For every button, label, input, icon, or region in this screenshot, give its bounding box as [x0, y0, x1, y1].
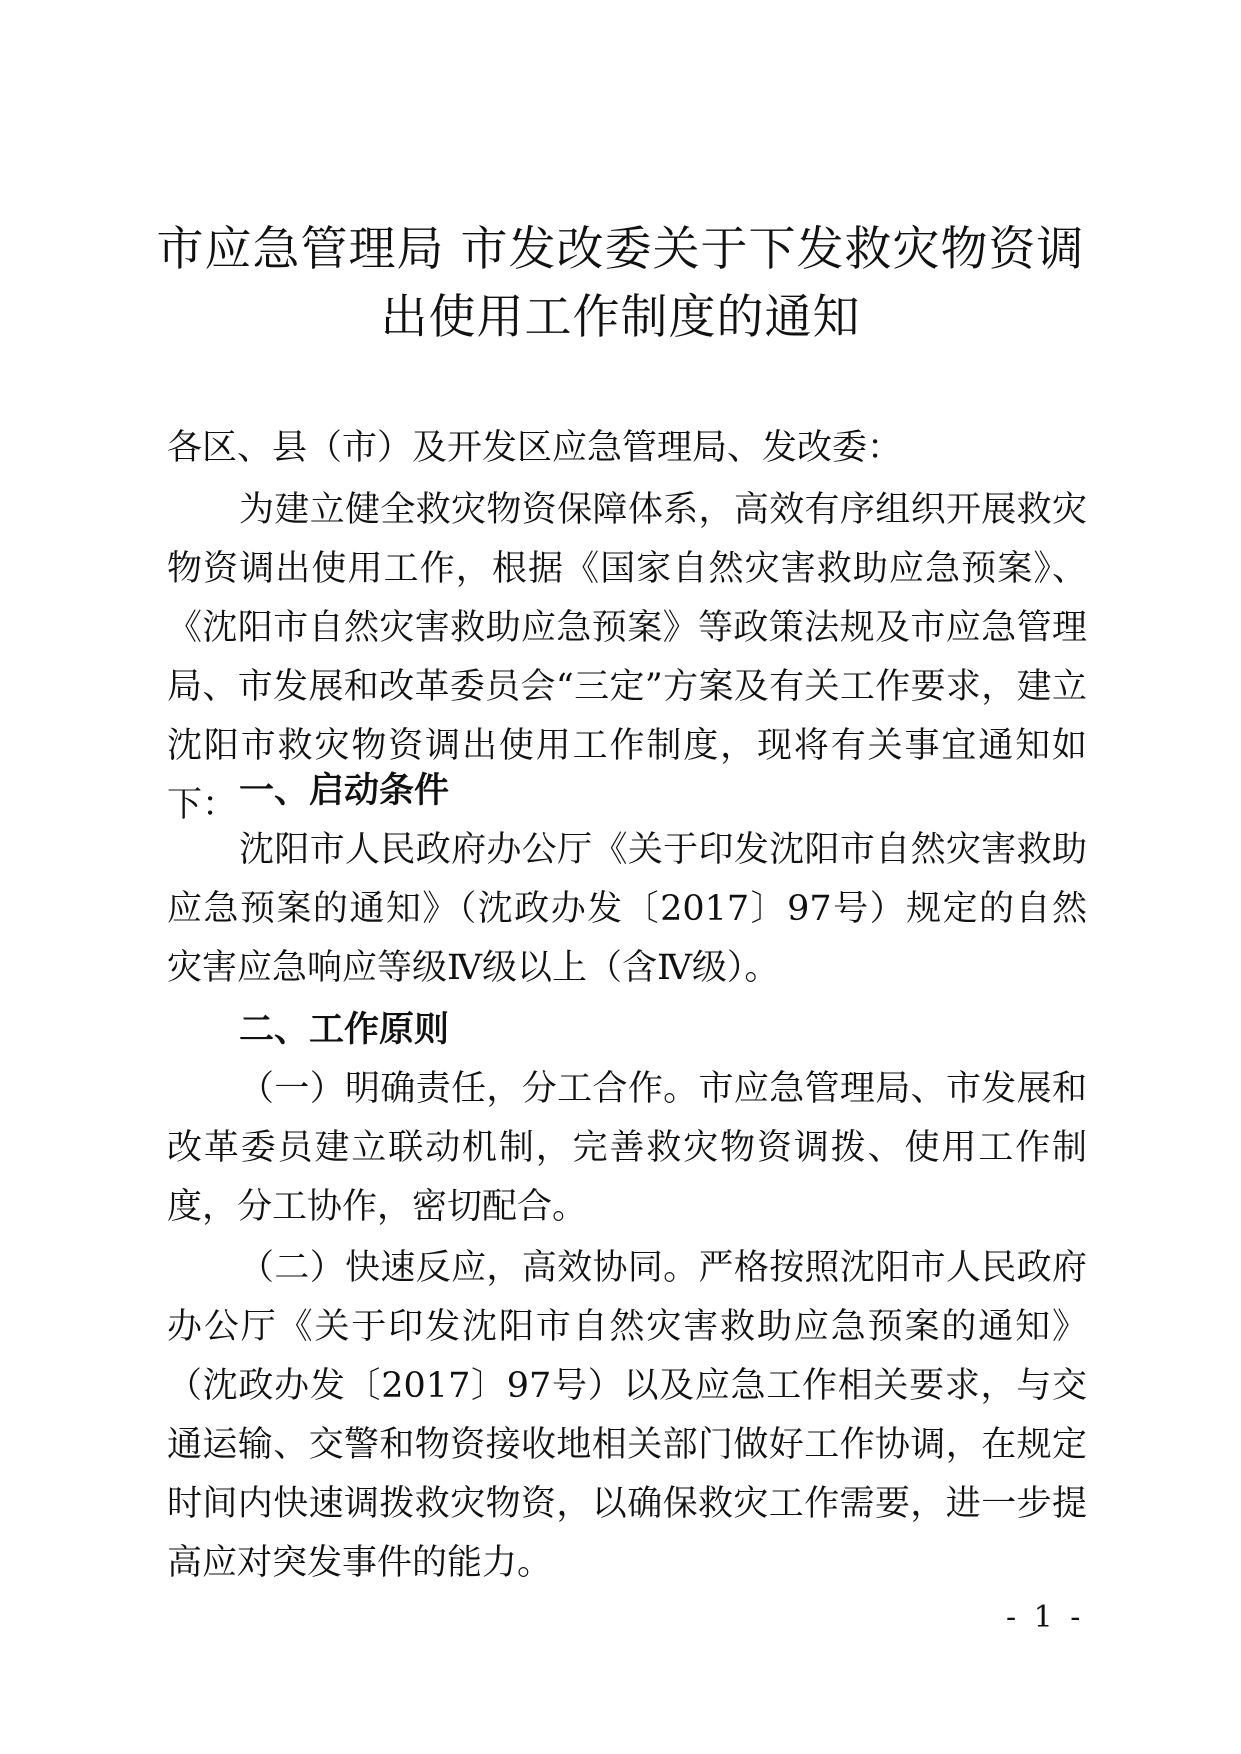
- section-heading-1: 一、启动条件: [239, 771, 450, 811]
- section-heading-2: 二、工作原则: [239, 1010, 450, 1050]
- page-number: - 1 -: [1006, 1600, 1085, 1635]
- salutation: 各区、县（市）及开发区应急管理局、发改委：: [167, 428, 903, 468]
- document-title-line2: 出使用工作制度的通知: [380, 290, 861, 345]
- paragraph-intro: 为建立健全救灾物资保障体系，高效有序组织开展救灾物资调出使用工作，根据《国家自然灾害救助应急预案》、《沈阳市自然灾害救助应急预案》等政策法规及市应急管理局、市发展和改革委员会“三定”方案及有关工作要求，建立沈阳市救灾物资调出使用工作制度，现将有关事宜通知如下：: [167, 490, 1087, 825]
- document-title-line1: 市应急管理局 市发改委关于下发救灾物资调: [156, 222, 1085, 277]
- paragraph-startup-conditions: 沈阳市人民政府办公厅《关于印发沈阳市自然灾害救助应急预案的通知》（沈政办发〔2017〕97号）规定的自然灾害应急响应等级Ⅳ级以上（含Ⅳ级）。: [167, 830, 1087, 988]
- paragraph-principle-2: （二）快速反应，高效协同。严格按照沈阳市人民政府办公厅《关于印发沈阳市自然灾害救助应急预案的通知》（沈政办发〔2017〕97号）以及应急工作相关要求，与交通运输、交警和物资接收地相关部门做好工作协调，在规定时间内快速调拨救灾物资，以确保救灾工作需要，进一步提高应对突发事件的能力。: [167, 1248, 1087, 1583]
- paragraph-principle-1: （一）明确责任，分工合作。市应急管理局、市发展和改革委员建立联动机制，完善救灾物资调拨、使用工作制度，分工协作，密切配合。: [167, 1069, 1087, 1227]
